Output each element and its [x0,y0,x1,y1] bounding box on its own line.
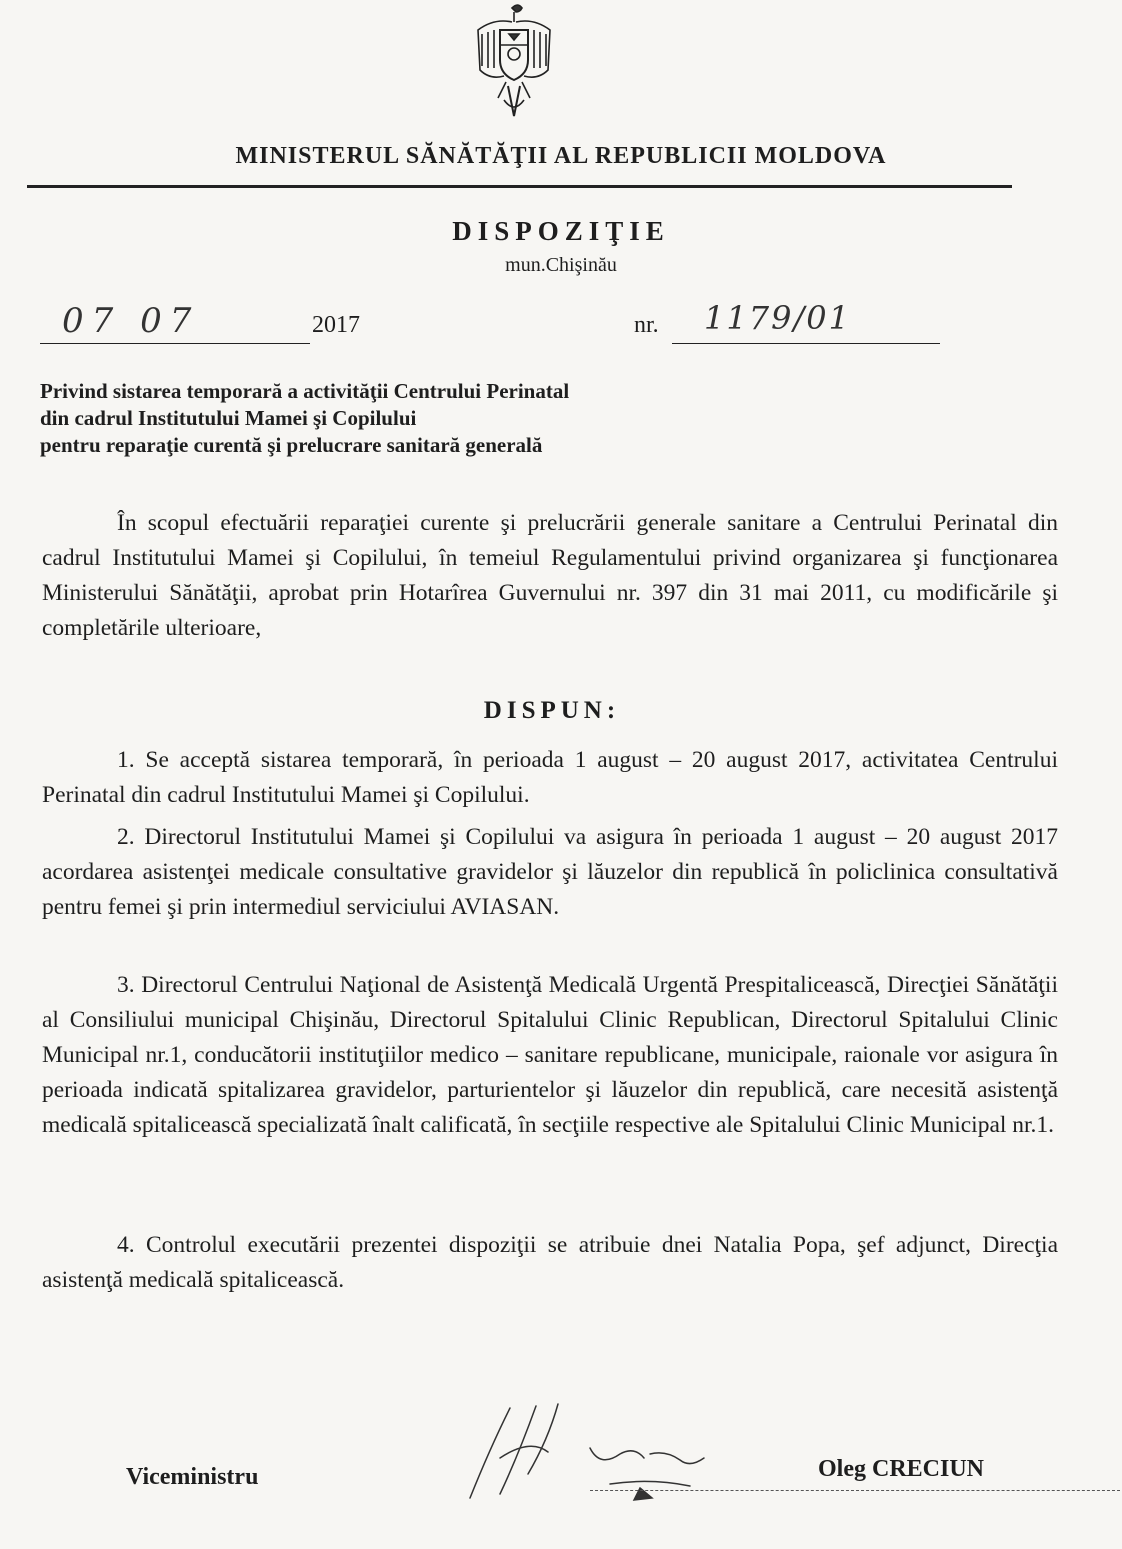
subject-line-3: pentru reparaţie curentă şi prelucrare sanitară generală [40,433,543,457]
handwritten-date: 07 07 [62,301,200,341]
header-divider [27,185,1012,188]
number-field [672,299,940,344]
signer-name: Oleg CRECIUN [818,1456,984,1482]
date-field [40,301,310,344]
document-type-title: DISPOZIŢIE [452,216,670,246]
provision-3: 3. Directorul Centrului Naţional de Asistenţă Medicală Urgentă Prespitalicească, Direcţiei Sănătăţii al Consiliului municipal Chişinău, Directorul Spitalului Clinic Republican, Directorul Spitalului Clinic Municipal nr.1, conducătorii instituţiilor medico – sanitare republicane, municipale, raionale vor asigura în perioada indicată spitalizarea gravidelor, parturientelor şi lăuzelor din republică, care necesită asistenţă medicală spitalicească specializată înalt calificată, în secţiile respective ale Spitalului Clinic Municipal nr.1. [42,972,1058,1138]
ministry-name: MINISTERUL SĂNĂTĂŢII AL REPUBLICII MOLDOVA [235,143,887,169]
provision-4: 4. Controlul executării prezentei dispoziţii se atribuie dnei Natalia Popa, şef adjunct, Direcţia asistenţă medicală spitalicească. [42,1232,1058,1293]
preamble-paragraph: În scopul efectuării reparaţiei curente şi prelucrării generale sanitare a Centrului Perinatal din cadrul Institutului Mamei şi Copilului, în temeiul Regulamentului privind organizarea şi funcţionarea Ministerului Sănătăţii, aprobat prin Hotarîrea Guvernului nr. 397 din 31 mai 2011, cu modificările şi completările ulterioare, [42,510,1058,641]
provision-2: 2. Directorul Institutului Mamei şi Copilului va asigura în perioada 1 august – 20 august 2017 acordarea asistenţei medicale consultative gravidelor şi lăuzelor din republică în policlinica consultativă pentru femei şi prin intermediul serviciului AVIASAN. [42,824,1058,920]
handwritten-signature [440,1388,840,1518]
signer-title: Viceministru [126,1464,259,1490]
coat-of-arms-emblem [468,0,558,128]
subject-line-2: din cadrul Institutului Mamei şi Copilului [40,406,417,430]
document-year: 2017 [312,312,360,338]
signature-underline [590,1490,1120,1491]
issuing-city: mun.Chişinău [505,254,617,276]
provision-1: 1. Se acceptă sistarea temporară, în perioada 1 august – 20 august 2017, activitatea Centrului Perinatal din cadrul Institutului Mamei şi Copilului. [42,747,1058,808]
document-subject [40,378,760,459]
handwritten-number: 1179/01 [704,299,851,337]
number-label: nr. [634,312,659,338]
subject-line-1: Privind sistarea temporară a activităţii Centrului Perinatal [40,379,570,403]
dispun-heading: DISPUN: [483,697,621,724]
